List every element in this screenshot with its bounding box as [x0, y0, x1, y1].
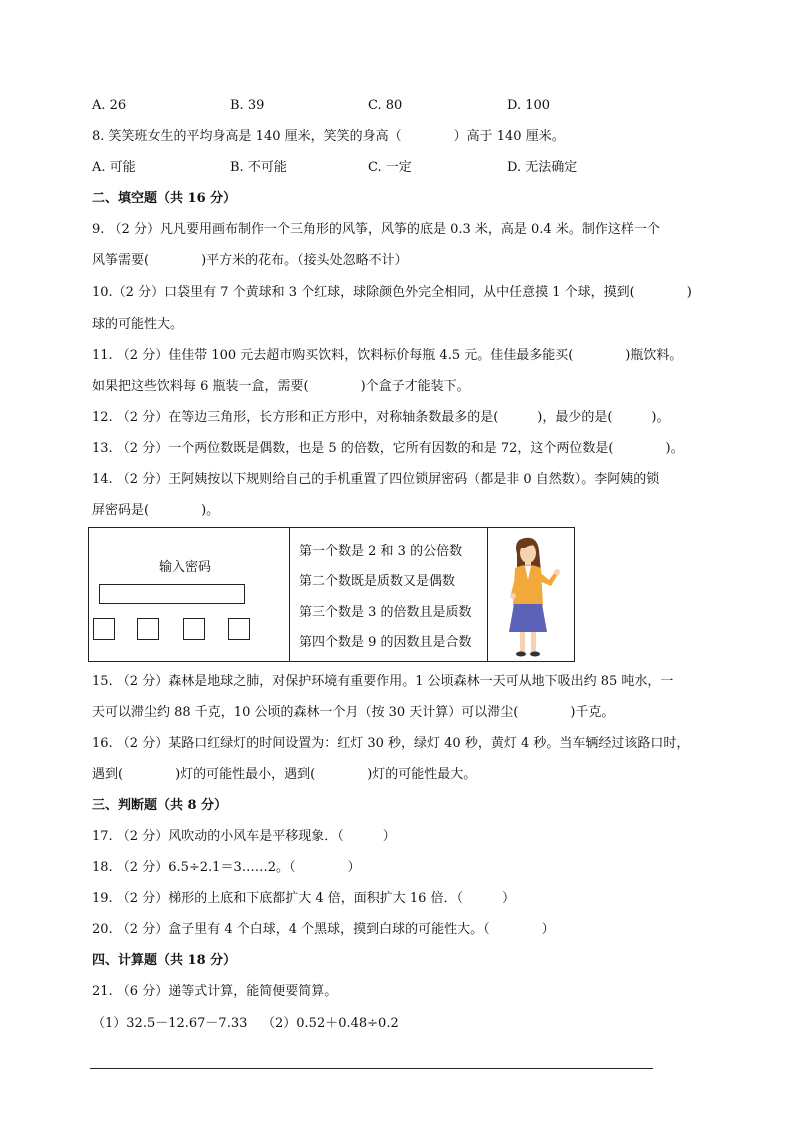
q21-item-2: （2）0.52＋0.48÷0.2 [262, 1016, 399, 1031]
q7-option-a: A. 26 [92, 98, 127, 113]
q15-line-2: 天可以滞尘约 88 千克，10 公顷的森林一个月（按 30 天计算）可以滞尘( )千克。 [92, 705, 615, 720]
password-input-label: 输入密码 [159, 560, 212, 575]
q9-line-1: 9. （2 分）凡凡要用画布制作一个三角形的风筝，风筝的底是 0.3 米，高是 0.4 米。制作这样一个 [92, 222, 660, 237]
q13-text: 13. （2 分）一个两位数既是偶数，也是 5 的倍数，它所有因数的和是 72，这个两位数是( )。 [92, 441, 684, 456]
q11-line-2: 如果把这些饮料每 6 瓶装一盒，需要( )个盒子才能装下。 [92, 379, 470, 394]
q7-option-c: C. 80 [368, 98, 403, 113]
q20-text: 20. （2 分）盒子里有 4 个白球，4 个黑球，摸到白球的可能性大。（ ） [92, 922, 555, 937]
q14-line-2: 屏密码是( )。 [92, 503, 220, 518]
q14-line-1: 14. （2 分）王阿姨按以下规则给自己的手机重置了四位锁屏密码（都是非 0 自然数）。李阿姨的锁 [92, 472, 660, 487]
teacher-illustration [487, 528, 574, 661]
q7-option-b: B. 39 [230, 98, 265, 113]
rule-4: 第四个数是 9 的因数且是合数 [299, 635, 472, 650]
q9-line-2: 风筝需要( )平方米的花布。（接头处忽略不计） [92, 253, 408, 268]
password-input-panel [89, 528, 290, 661]
q8-option-b: B. 不可能 [230, 160, 287, 175]
q8-text: 8. 笑笑班女生的平均身高是 140 厘米，笑笑的身高（ ）高于 140 厘米。 [92, 129, 565, 144]
q10-line-1: 10.（2 分）口袋里有 7 个黄球和 3 个红球，球除颜色外完全相同，从中任意摸 1 个球，摸到( ) [92, 285, 692, 300]
rule-2: 第二个数既是质数又是偶数 [299, 574, 456, 589]
section-2-heading: 二、填空题（共 16 分） [92, 191, 237, 206]
q18-text: 18. （2 分）6.5÷2.1＝3……2。（ ） [92, 860, 361, 875]
password-digit-box [93, 618, 115, 640]
password-digit-box [228, 618, 250, 640]
q11-line-1: 11. （2 分）佳佳带 100 元去超市购买饮料，饮料标价每瓶 4.5 元。佳佳最多能买( )瓶饮料。 [92, 348, 683, 363]
q15-line-1: 15. （2 分）森林是地球之肺，对保护环境有重要作用。1 公顷森林一天可从地下吸出约 85 吨水，一 [92, 674, 674, 689]
q16-line-2: 遇到( )灯的可能性最小，遇到( )灯的可能性最大。 [92, 767, 477, 782]
password-rules-table [88, 527, 575, 662]
section-3-heading: 三、判断题（共 8 分） [92, 798, 228, 813]
password-digit-box [183, 618, 205, 640]
q19-text: 19. （2 分）梯形的上底和下底都扩大 4 倍，面积扩大 16 倍．（ ） [92, 891, 516, 906]
teacher-illustration-cell [487, 528, 574, 661]
q8-option-a: A. 可能 [92, 160, 136, 175]
section-4-heading: 四、计算题（共 18 分） [92, 953, 237, 968]
q7-option-d: D. 100 [507, 98, 551, 113]
password-digit-box [137, 618, 159, 640]
q8-option-d: D. 无法确定 [507, 160, 578, 175]
rule-1: 第一个数是 2 和 3 的公倍数 [299, 544, 463, 559]
q21-text: 21. （6 分）递等式计算，能简便要简算。 [92, 984, 338, 999]
password-display-bar [99, 584, 245, 604]
q12-text: 12. （2 分）在等边三角形，长方形和正方形中，对称轴条数最多的是( )，最少的是( )。 [92, 410, 670, 425]
footer-divider [90, 1068, 653, 1069]
q21-item-1: （1）32.5－12.67－7.33 [92, 1016, 248, 1031]
password-rules-panel [289, 528, 488, 661]
q16-line-1: 16. （2 分）某路口红绿灯的时间设置为：红灯 30 秒，绿灯 40 秒，黄灯 4 秒。当车辆经过该路口时， [92, 736, 690, 751]
rule-3: 第三个数是 3 的倍数且是质数 [299, 605, 472, 620]
q10-line-2: 球的可能性大。 [92, 317, 184, 332]
q17-text: 17. （2 分）风吹动的小风车是平移现象．（ ） [92, 829, 396, 844]
q8-option-c: C. 一定 [368, 160, 412, 175]
